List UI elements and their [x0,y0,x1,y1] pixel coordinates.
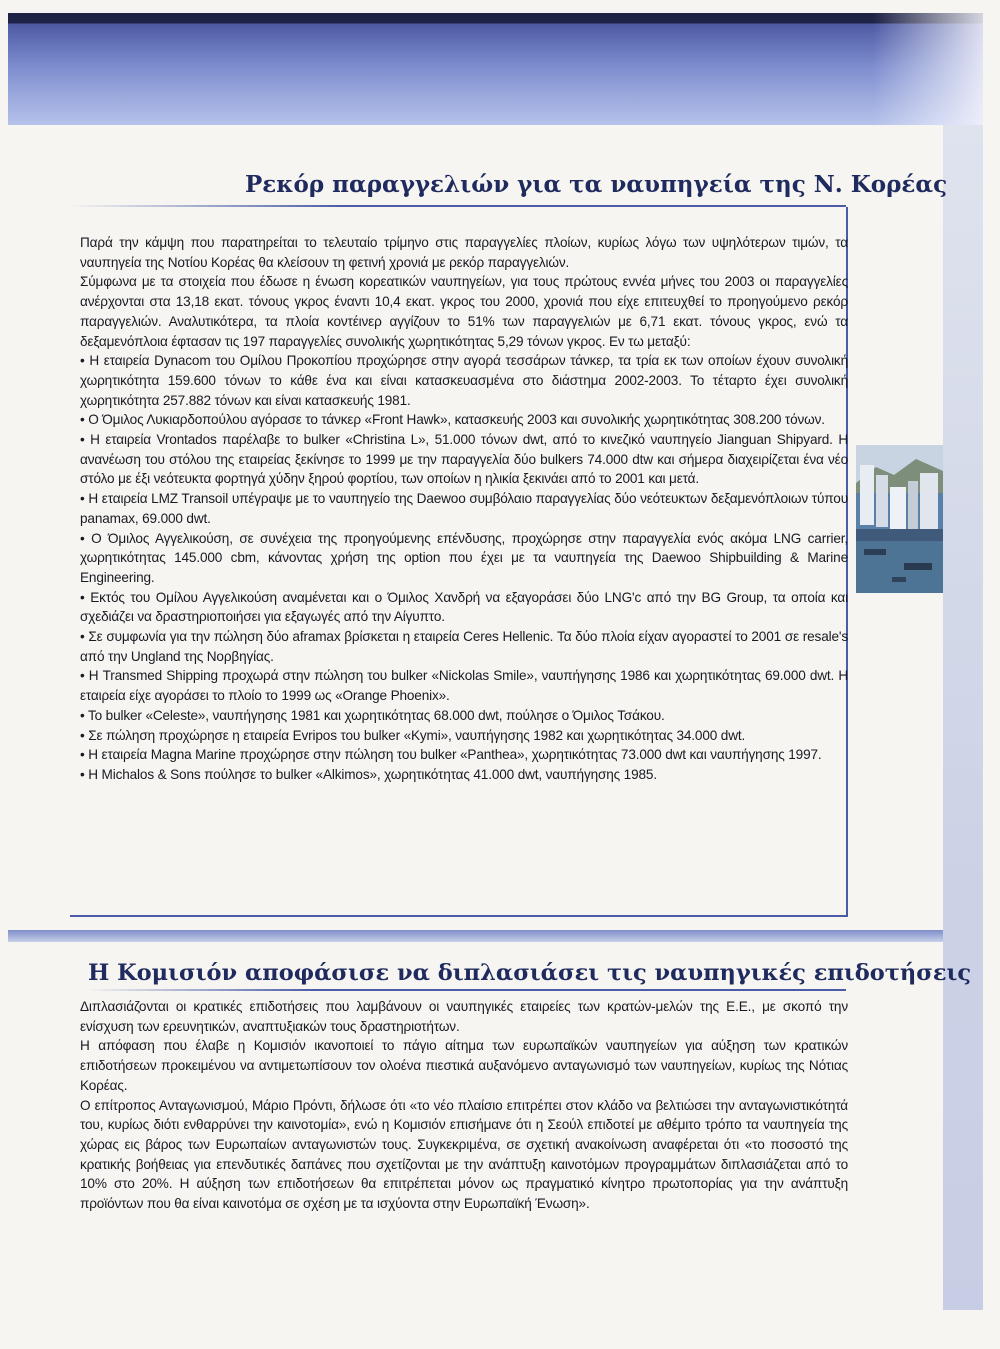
article-body-commission [80,997,848,1214]
list-item: • Σε πώληση προχώρησε η εταιρεία Evripos του bulker «Kymi», ναυπήγησης 1982 και χωρητικότητας 34.000 dwt. [80,727,746,743]
list-item: • Ο Όμιλος Αγγελικούση, σε συνέχεια της προηγούμενης επένδυσης, προχώρησε στην παραγγελία ενός ακόμα LNG carrier, χωρητικότητας 145.000 cbm, κάνοντας χρήση της option που έχει με τα ναυπηγεία της Daewoo Shipbuilding & Marine Engineering. [80,530,848,585]
section-separator [8,930,943,942]
list-item: • Η εταιρεία LMZ Transoil υπέγραψε με το ναυπηγείο της Daewoo συμβόλαιο παραγγελίας δύο νεότευκτων δεξαμενόπλοιων τύπου panamax, 69.000 dwt. [80,491,848,526]
list-item: • Η εταιρεία Magna Marine προχώρησε στην πώληση του bulker «Panthea», χωρητικότητας 73.000 dwt και ναυπήγησης 1997. [80,747,822,763]
article-title-korea: Ρεκόρ παραγγελιών για τα ναυπηγεία της Ν. Κορέας [245,171,948,198]
article-title-commission: Η Κομισιόν αποφάσισε να διπλασιάσει τις ναυπηγικές επιδοτήσεις [88,960,972,986]
list-item: • Ο Όμιλος Λυκιαρδοπούλου αγόρασε το τάνκερ «Front Hawk», κατασκευής 2003 και συνολικής χωρητικότητας 308.200 τόνων. [80,412,825,428]
intro-paragraph: Παρά την κάμψη που παρατηρείται το τελευταίο τρίμηνο στις παραγγελίες πλοίων, κυρίως λόγω των υψηλότερων τιμών, τα ναυπηγεία της Νοτίου Κορέας θα κλείσουν τη φετινή χρονιά με ρεκόρ παραγγελιών. [80,235,848,270]
paragraph: Η απόφαση που έλαβε η Κομισιόν ικανοποιεί το πάγιο αίτημα των ευρωπαϊκών ναυπηγείων για αύξηση των κρατικών επιδοτήσεων προκειμένου να αντιμετωπίσουν τον ολοένα πιεστικά αυξανόμενο ανταγωνισμό των ναυπηγείων, κυρίως της Νότιας Κορέας. [80,1038,848,1093]
list-item: • Το bulker «Celeste», ναυπήγησης 1981 και χωρητικότητας 68.000 dwt, πούλησε ο Όμιλος Τσάκου. [80,707,665,723]
list-item: • Η Michalos & Sons πούλησε το bulker «Alkimos», χωρητικότητας 41.000 dwt, ναυπήγησης 1985. [80,766,657,782]
harbor-photo [856,445,943,593]
paragraph: Ο επίτροπος Ανταγωνισμού, Μάριο Πρόντι, δήλωσε ότι «το νέο πλαίσιο επιτρέπει στον κλάδο να βελτιώσει την ανταγωνιστικότητά του, κυρίως διότι ενθαρρύνει την καινοτομία», ενώ η Κομισιόν επισήμανε ότι η Σεούλ επιδοτεί με αθέμιτο τρόπο τα ναυπηγεία της χώρας εις βάρος των Ευρωπαίων ανταγωνιστών τους. Συγκεκριμένα, σε σχετική ανακοίνωση αναφέρεται ότι «το ποσοστό της κρατικής βοήθειας για επενδυτικές δαπάνες που σχετίζονται με την ανάπτυξη καινοτόμων προγραμμάτων διπλασιάζεται από το 10% στο 20%. Η αύξηση των επιδοτήσεων θα επιτρέπεται μόνον ως πραγματικό κίνητρο πρωτοπορίας για την ανάπτυξη προϊόντων που θα είναι καινοτόμα σε σχέση με τα ισχύοντα στην Ευρωπαϊκή Ένωση». [80,1097,848,1212]
stats-paragraph: Σύμφωνα με τα στοιχεία που έδωσε η ένωση κορεατικών ναυπηγείων, για τους πρώτους εννέα μήνες του 2003 οι παραγγελίες ανέρχονται στα 13,18 εκατ. τόνους γκρος έναντι 10,4 εκατ. γκρος του 2000, χρονιά που είχε επιτευχθεί το προηγούμενο ρεκόρ παραγγελιών. Αναλυτικότερα, τα πλοία κοντέινερ αγγίζουν το 51% των παραγγελιών με 6,71 εκατ. τόνους γκρος, ενώ τα δεξαμενόπλοια έφτασαν τις 197 παραγγελίες συνολικής χωρητικότητας 5,29 τόνων γκρος. Εν τω μεταξύ: [80,274,848,349]
right-margin-strip [943,125,983,1310]
list-item: • Εκτός του Ομίλου Αγγελικούση αναμένεται και ο Όμιλος Χανδρή να εξαγοράσει δύο LNG'c από την BG Group, τα οποία και σχεδιάζει να δραστηριοποιήσει για εξαγωγές από την Αίγυπτο. [80,589,848,625]
paragraph: Διπλασιάζονται οι κρατικές επιδοτήσεις που λαμβάνουν οι ναυπηγικές εταιρείες των κρατών-μελών της Ε.Ε., με σκοπό την ενίσχυση των ερευνητικών, αναπτυξιακών τους δραστηριοτήτων. [80,999,848,1034]
list-item: • Η εταιρεία Vrontados παρέλαβε το bulker «Christina L», 51.000 τόνων dwt, από το κινεζικό ναυπηγείο Jianguan Shipyard. Η ανανέωση του στόλου της εταιρείας ξεκίνησε το 1999 με την παραγγελία δύο bulkers 74.000 dtw και σήμερα διαχειρίζεται ένα νέο στόλο με έξι νεότευκτα φορτηγά χύδην ξηρού φορτίου, των οποίων η ηλικία ξεκινάει από το 2001 και μετά. [80,432,848,487]
list-item: • Η εταιρεία Dynacom του Ομίλου Προκοπίου προχώρησε στην αγορά τεσσάρων τάνκερ, τα τρία εκ των οποίων έχουν συνολική χωρητικότητα 159.600 τόνων το κάθε ένα και είναι κατασκευασμένα στο διάστημα 2002-2003. Το τέταρτο έχει συνολική χωρητικότητα 257.882 τόνων και είναι κατασκευής 1981. [80,353,848,408]
header-band [8,13,983,125]
article-body-korea [80,233,848,785]
title-underline [86,989,846,991]
list-item: • Η Transmed Shipping προχωρά στην πώληση του bulker «Nickolas Smile», ναυπήγησης 1986 και χωρητικότητας 69.000 dwt. Η εταιρεία είχε αγοράσει το πλοίο το 1999 ως «Orange Phoenix». [80,668,848,704]
list-item: • Σε συμφωνία για την πώληση δύο aframax βρίσκεται η εταιρεία Ceres Hellenic. Τα δύο πλοία είχαν αγοραστεί το 2001 σε resale's από την Ungland της Νορβηγίας. [80,629,848,664]
